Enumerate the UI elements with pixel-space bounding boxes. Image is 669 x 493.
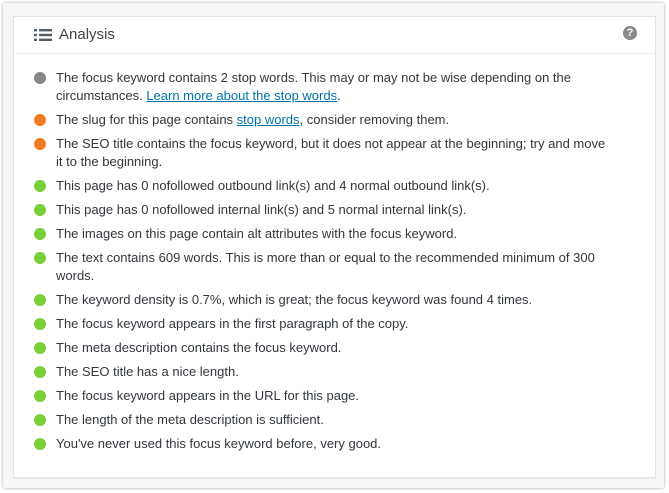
analysis-result-item — [34, 111, 614, 129]
result-text: The meta description contains the focus keyword. — [56, 340, 342, 355]
analysis-result-item — [34, 249, 614, 285]
question-icon[interactable]: ? — [623, 26, 637, 40]
analysis-results-list — [34, 69, 614, 459]
rating-good-bullet-icon — [34, 438, 46, 450]
rating-good-bullet-icon — [34, 204, 46, 216]
rating-good-bullet-icon — [34, 390, 46, 402]
window-frame — [3, 3, 664, 488]
rating-good-bullet-icon — [34, 228, 46, 240]
result-text: The focus keyword appears in the URL for this page. — [56, 388, 360, 403]
analysis-result-item — [34, 363, 614, 381]
analysis-result-item — [34, 69, 614, 105]
panel-header — [14, 17, 655, 54]
analysis-result-item — [34, 339, 614, 357]
rating-good-bullet-icon — [34, 318, 46, 330]
rating-good-bullet-icon — [34, 414, 46, 426]
analysis-result-item — [34, 135, 614, 171]
analysis-result-item — [34, 315, 614, 333]
result-text: The length of the meta description is sufficient. — [56, 412, 324, 427]
result-text: The images on this page contain alt attributes with the focus keyword. — [56, 226, 458, 241]
analysis-result-item — [34, 201, 614, 219]
analysis-result-item — [34, 387, 614, 405]
list-icon — [34, 28, 52, 42]
result-text: The keyword density is 0.7%, which is great; the focus keyword was found 4 times. — [56, 292, 533, 307]
result-text: The slug for this page contains — [56, 112, 237, 127]
result-text-tail: . — [337, 88, 341, 103]
rating-good-bullet-icon — [34, 342, 46, 354]
analysis-result-item — [34, 435, 614, 453]
result-link[interactable]: Learn more about the stop words — [146, 88, 338, 103]
panel-title: Analysis — [59, 26, 115, 43]
rating-good-bullet-icon — [34, 366, 46, 378]
result-text: The SEO title has a nice length. — [56, 364, 239, 379]
result-text-tail: , consider removing them. — [299, 112, 450, 127]
result-text: The focus keyword appears in the first paragraph of the copy. — [56, 316, 409, 331]
analysis-result-item — [34, 177, 614, 195]
result-link[interactable]: stop words — [236, 112, 300, 127]
result-text: The focus keyword contains 2 stop words. This may or may not be wise depending on the circumstances. — [56, 70, 571, 103]
rating-ok-bullet-icon — [34, 114, 46, 126]
result-text: The SEO title contains the focus keyword, but it does not appear at the beginning; try and move it to the beginning. — [56, 136, 606, 169]
rating-good-bullet-icon — [34, 252, 46, 264]
result-text: This page has 0 nofollowed outbound link(s) and 4 normal outbound link(s). — [56, 178, 490, 193]
analysis-result-item — [34, 225, 614, 243]
result-text: You've never used this focus keyword before, very good. — [56, 436, 382, 451]
analysis-panel — [13, 16, 656, 478]
result-text: The text contains 609 words. This is more than or equal to the recommended minimum of 300 words. — [56, 250, 595, 283]
rating-na-bullet-icon — [34, 72, 46, 84]
rating-good-bullet-icon — [34, 180, 46, 192]
result-text: This page has 0 nofollowed internal link(s) and 5 normal internal link(s). — [56, 202, 467, 217]
analysis-result-item — [34, 291, 614, 309]
rating-ok-bullet-icon — [34, 138, 46, 150]
analysis-result-item — [34, 411, 614, 429]
rating-good-bullet-icon — [34, 294, 46, 306]
